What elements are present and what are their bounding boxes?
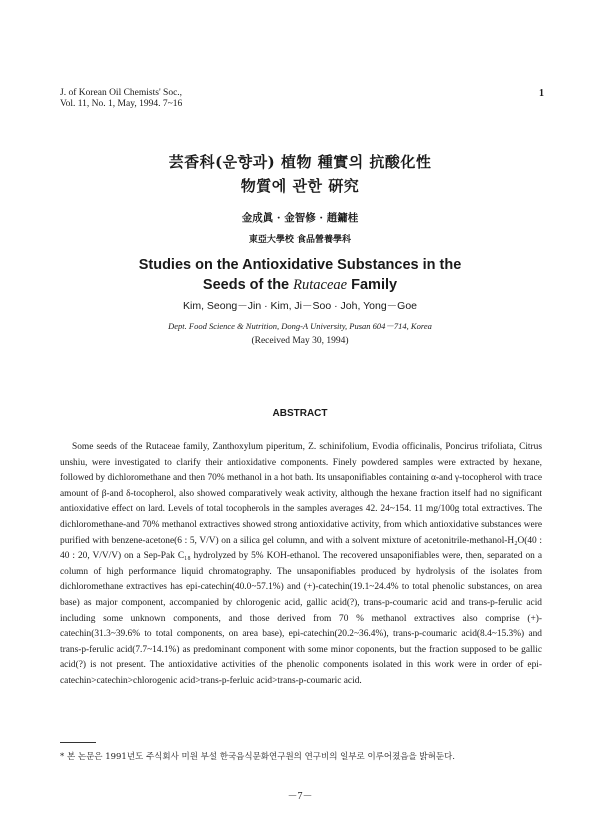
english-authors: Kim, Seong－Jin · Kim, Ji－Soo · Joh, Yong－Goe: [182, 300, 418, 312]
footnote: * 본 논문은 1991년도 주식회사 미원 부설 한국음식문화연구원의 연구비의 일부로 이루어졌음을 밝혀둔다.: [60, 752, 455, 762]
english-title-italic: Rutaceae: [293, 277, 348, 293]
footnote-divider: [60, 742, 96, 743]
korean-affiliation: 東亞大學校 食品營養學科: [248, 235, 352, 245]
journal-line-1: J. of Korean Oil Chemists' Soc.,: [60, 88, 183, 98]
journal-citation: [60, 88, 182, 110]
korean-title: [0, 150, 600, 198]
english-title: [0, 255, 600, 295]
english-title-suffix: Family: [347, 277, 398, 293]
abstract-body: [60, 440, 542, 690]
journal-line-2: Vol. 11, No. 1, May, 1994. 7~16: [60, 99, 183, 109]
korean-title-line-2: 物質에 관한 硏究: [240, 177, 360, 195]
english-title-prefix: Seeds of the: [202, 277, 294, 293]
page-number: 1: [539, 88, 544, 99]
korean-authors: 金成眞 · 金智修 · 趙鏞桂: [241, 212, 359, 224]
abstract-heading: ABSTRACT: [272, 408, 328, 419]
korean-title-line-1: 芸香科(운향과) 植物 種實의 抗酸化性: [168, 153, 432, 171]
english-affiliation: Dept. Food Science & Nutrition, Dong-A University, Pusan 604－714, Korea: [168, 321, 432, 331]
english-title-line-2: [0, 275, 600, 295]
received-date: (Received May 30, 1994): [251, 336, 349, 346]
abstract-text: Some seeds of the Rutaceae family, Zanthoxylum piperitum, Z. schinifolium, Evodia officinalis, Poncirus trifoliata, Citrus unshiu, were investigated to clarify their antioxidative components. Finely powdered samples were extracted by hexane, followed by dichloromethane and then 70% methanol in a hot bath. Its unsaponifiables containing α-and γ-tocopherol with trace amount of β-and δ-tocopherol, also showed comparatively weak activity, although the hexane fraction itself had no significant antioxidative effect on lard. Levels of total tocopherols in the samples averages 42. 24~154. 11 mg/100g total extractives. The dichloromethane-and 70% methanol extractives showed strong antioxidative activity, from which antioxidative substances were purified with benzene-acetone(6 : 5, V/V) on a silica gel column, and with a solvent mixture of acetonitrile-methanol-H₂O(40 : 40 : 20, V/V/V) on a Sep-Pak C₁₈ hydrolyzed by 5% KOH-ethanol. The recovered unsaponifiables were, then, separated on a column of high performance liquid chromatography. The unsaponifiables produced by hydrolysis of the isolates from dichloromethane extractives has epi-catechin(40.0~57.1%) and (+)-catechin(19.1~24.4% to total phenolic substances, on area base) as major component, accompanied by chlorogenic acid, gallic acid(?), trans-p-coumaric acid and trans-p-ferulic acid including some unknown components, and those derived from 70 % methanol extractives also comprise (+)-catechin(31.3~39.6% to total components, on area base), epi-catechin(20.2~36.4%), trans-p-coumaric acid(8.4~15.3%) and trans-p-ferulic acid(7.7~14.1%) as predominant component with some minor coponents, but the fraction supposed to be gallic acid(?) is not present. The antioxidative activities of the phenolic components isolated in this work were in order of epi-catechin>catechin>chlorogenic acid>trans-p-ferluic acid>trans-p-coumaric acid.: [60, 442, 542, 686]
bottom-page-number: －7－: [287, 791, 313, 802]
english-title-line-1: Studies on the Antioxidative Substances in the: [138, 257, 462, 273]
